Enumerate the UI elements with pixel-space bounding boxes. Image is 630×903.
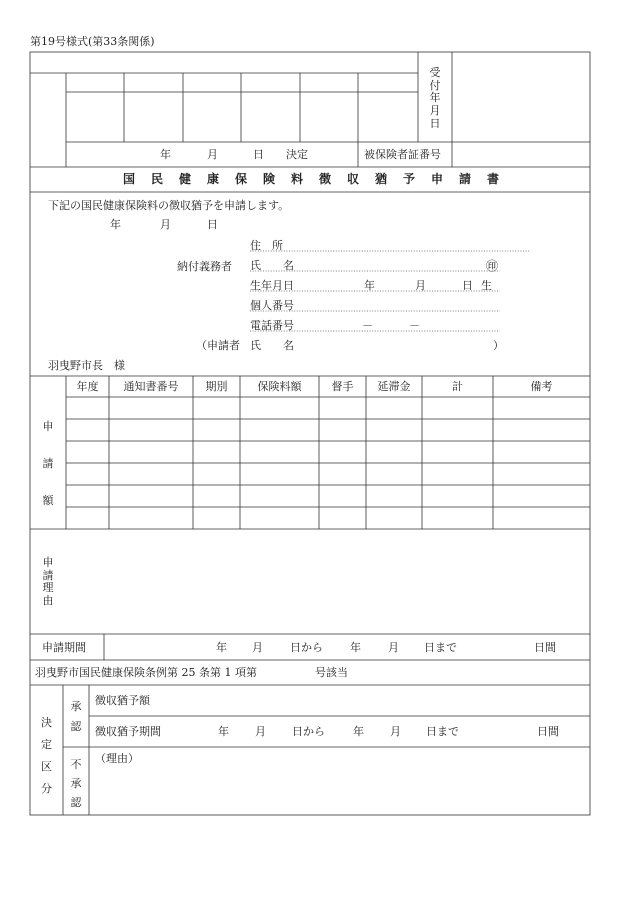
seal-mark: ㊞ bbox=[486, 259, 499, 273]
period-year-2: 年 bbox=[350, 641, 361, 654]
period-from: 日から bbox=[290, 641, 323, 654]
intro-text: 下記の国民健康保険料の徴収猶予を申請します。 bbox=[48, 199, 290, 212]
deferral-from: 日から bbox=[292, 725, 325, 738]
addressee: 羽曳野市長 様 bbox=[48, 359, 125, 372]
period-year-1: 年 bbox=[216, 641, 227, 654]
dob-year: 年 bbox=[364, 279, 375, 292]
amount-side-label: 申 請 額 bbox=[42, 420, 54, 507]
decision-month: 月 bbox=[207, 148, 218, 161]
col-header-year: 年度 bbox=[76, 380, 99, 393]
title-char: 国 bbox=[122, 172, 135, 186]
deferral-month-1: 月 bbox=[255, 725, 266, 738]
reason-label: 申 請 理 由 bbox=[42, 556, 54, 607]
reject-reason-label: （理由） bbox=[95, 752, 139, 765]
deferral-month-2: 月 bbox=[390, 725, 401, 738]
deferral-days: 日間 bbox=[537, 725, 559, 738]
title-char: 徴 bbox=[318, 172, 331, 186]
period-days: 日間 bbox=[534, 641, 556, 654]
title-char: 収 bbox=[346, 172, 359, 186]
form-title bbox=[115, 173, 507, 185]
deferral-amount-label: 徴収猶予額 bbox=[95, 694, 150, 707]
deferral-to: 日まで bbox=[426, 725, 459, 738]
phone-dash: － bbox=[362, 319, 373, 332]
payer-name-label: 氏 名 bbox=[250, 259, 294, 272]
col-header-period: 期別 bbox=[205, 380, 228, 393]
title-char: 康 bbox=[206, 172, 219, 186]
receipt-label-text: 受付年月日 bbox=[429, 66, 441, 130]
period-month-2: 月 bbox=[388, 641, 399, 654]
applicant-name-label: 氏 名 bbox=[250, 339, 294, 352]
period-label: 申請期間 bbox=[42, 641, 86, 654]
date-year: 年 bbox=[110, 218, 121, 231]
receipt-label bbox=[425, 67, 445, 130]
dob-sei: 生 bbox=[481, 279, 492, 292]
title-char: 予 bbox=[402, 172, 415, 186]
title-char: 書 bbox=[486, 172, 499, 186]
personal-number-label: 個人番号 bbox=[250, 299, 294, 312]
title-char: 保 bbox=[234, 172, 247, 186]
date-month: 月 bbox=[160, 218, 171, 231]
dob-label: 生年月日 bbox=[250, 279, 294, 292]
form-id: 第19号様式(第33条関係) bbox=[30, 35, 155, 48]
dob-day: 日 bbox=[462, 279, 473, 292]
ordinance-text: 羽曳野市国民健康保険条例第 25 条第 1 項第 bbox=[35, 666, 257, 679]
insured-number-label: 被保険者証番号 bbox=[364, 148, 441, 161]
title-char: 請 bbox=[458, 172, 471, 186]
col-header-notice-no: 通知書番号 bbox=[123, 380, 179, 393]
date-day: 日 bbox=[207, 218, 218, 231]
title-char: 申 bbox=[430, 172, 443, 186]
decision-side-label: 決 定 区 分 bbox=[41, 716, 52, 795]
phone-dash: － bbox=[409, 319, 420, 332]
decision-day: 日 bbox=[253, 148, 264, 161]
col-header-remarks: 備考 bbox=[530, 380, 553, 393]
period-month-1: 月 bbox=[252, 641, 263, 654]
title-char: 猶 bbox=[374, 172, 387, 186]
ordinance-suffix: 号該当 bbox=[315, 666, 348, 679]
phone-label: 電話番号 bbox=[250, 319, 294, 332]
decision-decided: 決定 bbox=[286, 148, 308, 161]
applicant-close: ） bbox=[493, 339, 504, 352]
title-char: 料 bbox=[290, 172, 303, 186]
col-header-late-fee: 延滞金 bbox=[377, 380, 411, 393]
deferral-year-1: 年 bbox=[218, 725, 229, 738]
deferral-year-2: 年 bbox=[353, 725, 364, 738]
reject-label: 不 承 認 bbox=[70, 758, 82, 809]
address-label: 住 所 bbox=[250, 239, 283, 252]
payer-label: 納付義務者 bbox=[177, 260, 232, 273]
title-char: 健 bbox=[178, 172, 191, 186]
decision-year: 年 bbox=[160, 148, 171, 161]
applicant-open: （申請者 bbox=[196, 339, 240, 352]
col-header-premium: 保険料額 bbox=[257, 380, 302, 393]
period-to: 日まで bbox=[424, 641, 457, 654]
title-char: 民 bbox=[150, 172, 163, 186]
title-char: 険 bbox=[262, 172, 275, 186]
approve-label: 承 認 bbox=[70, 700, 82, 733]
col-header-total: 計 bbox=[452, 380, 463, 393]
deferral-period-label: 徴収猶予期間 bbox=[95, 725, 161, 738]
dob-month: 月 bbox=[415, 279, 426, 292]
col-header-reminder: 督手 bbox=[331, 380, 354, 393]
